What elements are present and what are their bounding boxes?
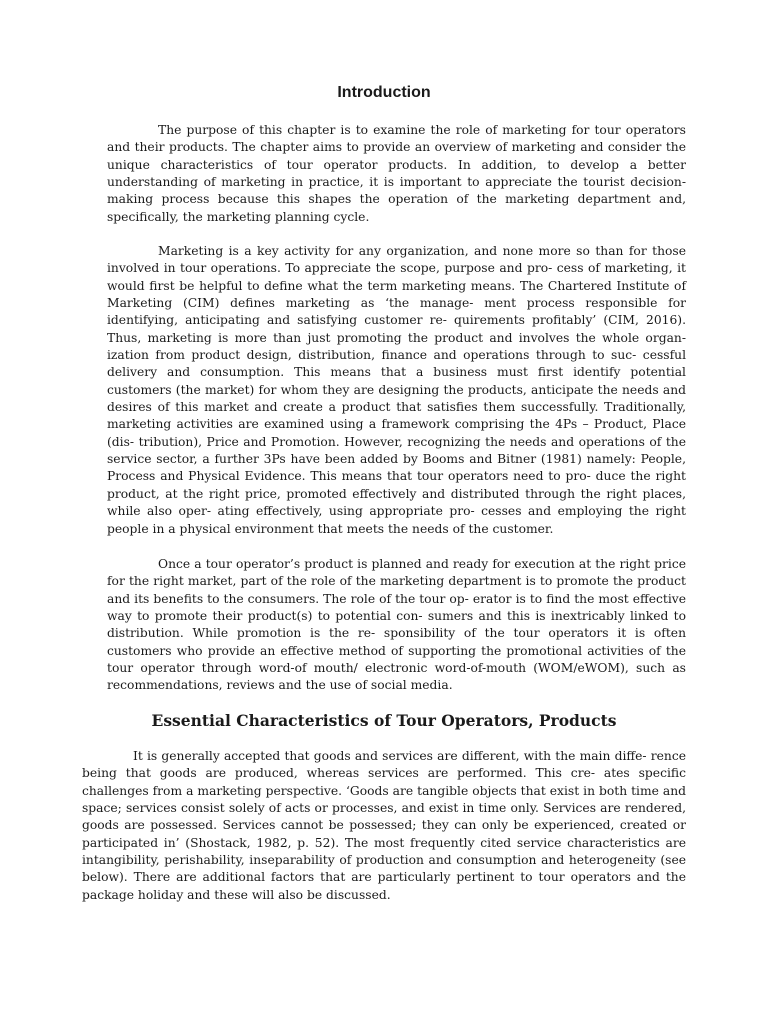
introduction-heading: Introduction [337,84,431,101]
section-heading: Essential Characteristics of Tour Operators, Products [151,711,617,730]
intro-paragraph-1: The purpose of this chapter is to examine the role of marketing for tour operators and their products. The chapter aims to provide an overview of marketing and consider the unique characteristics of tour operator products. In addition, to develop a better understanding of marketing in practice, it is important to appreciate the tourist decision-making process because this shapes the operation of the marketing department and, specifically, the marketing planning cycle. [107,123,686,224]
intro-paragraph-3: Once a tour operator’s product is planned and ready for execution at the right price for the right market, part of the role of the marketing department is to promote the product and its benefits to the consumers. The role of the tour op- erator is to find the most effective way to promote their product(s) to potential con- sumers and this is inextricably linked to distribution. While promotion is the re- sponsibility of the tour operators it is often customers who provide an effective method of supporting the promotional activities of the tour operator through word-of mouth/ electronic word-of-mouth (WOM/eWOM), such as recommendations, reviews and the use of social media. [107,557,686,693]
section-paragraph: It is generally accepted that goods and services are different, with the main diffe- rence being that goods are produced, whereas services are performed. This cre- ates specific challenges from a marketing perspective. ‘Goods are tangible objects that exist in both time and space; services consist solely of acts or processes, and exist in time only. Services are rendered, goods are possessed. Services cannot be possessed; they can only be experienced, created or participated in’ (Shostack, 1982, p. 52). The most frequently cited service characteristics are intangibility, perishability, inseparability of production and consumption and heterogeneity (see below). There are additional factors that are particularly pertinent to tour operators and the package holiday and these will also be discussed. [82,749,686,902]
intro-paragraph-2: Marketing is a key activity for any organization, and none more so than for those involved in tour operations. To appreciate the scope, purpose and pro- cess of marketing, it would first be helpful to define what the term marketing means. The Chartered Institute of Marketing (CIM) defines marketing as ‘the manage- ment process responsible for identifying, anticipating and satisfying customer re- quirements profitably’ (CIM, 2016). Thus, marketing is more than just promoting the product and involves the whole organ- ization from product design, distribution, finance and operations through to suc- cessful delivery and consumption. This means that a business must first identify potential customers (the market) for whom they are designing the products, anticipate the needs and desires of this market and create a product that satisfies them successfully. Traditionally, marketing activities are examined using a framework comprising the 4Ps – Product, Place (dis- tribution), Price and Promotion. However, recognizing the needs and operations of the service sector, a further 3Ps have been added by Booms and Bitner (1981) namely: People, Process and Physical Evidence. This means that tour operators need to pro- duce the right product, at the right price, promoted effectively and distributed through the right places, while also oper- ating effectively, using appropriate pro- cesses and employing the right people in a physical environment that meets the needs of the customer. [107,244,686,536]
